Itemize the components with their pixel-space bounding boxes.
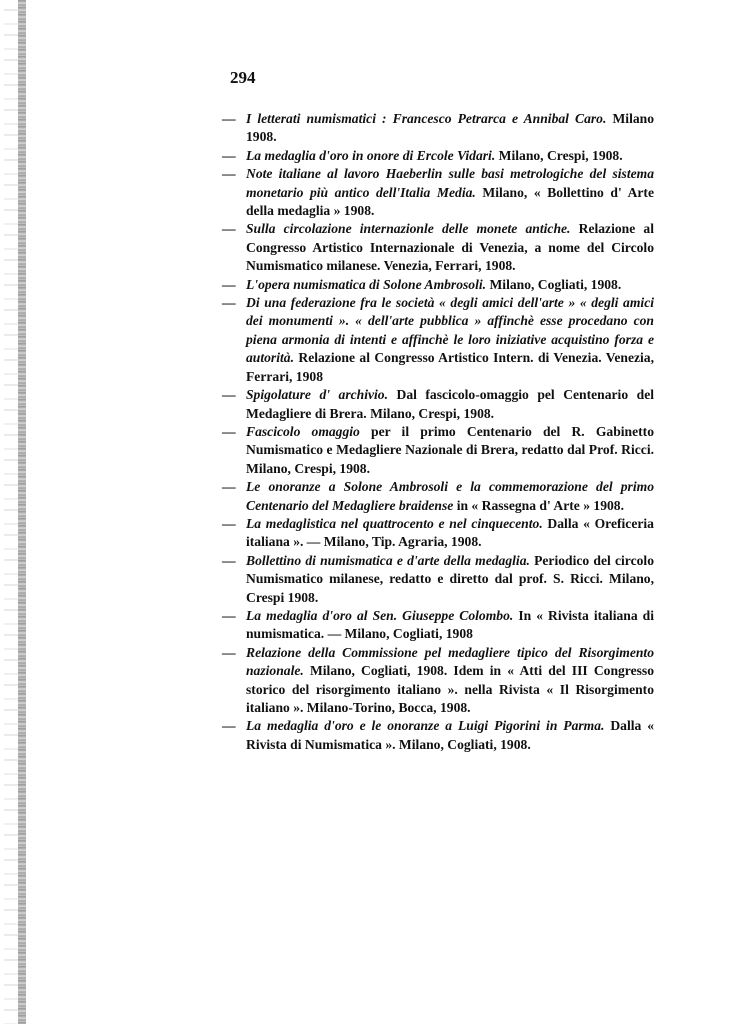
entry-title: I letterati numismatici : Francesco Petrarca e Annibal Caro.	[246, 111, 607, 126]
bibliography-entry	[222, 607, 654, 644]
bibliography-entry	[222, 276, 654, 294]
bibliography-entry	[222, 644, 654, 718]
entry-title: Fascicolo omaggio	[246, 423, 360, 439]
bibliography-entry	[222, 423, 654, 478]
entry-dash: —	[222, 166, 236, 182]
entry-dash: —	[222, 552, 236, 568]
entry-details: Relazione al Congresso Artistico Intern. di Venezia. Venezia, Ferrari, 1908	[246, 350, 654, 384]
entry-details: Milano, Cogliati, 1908.	[486, 276, 622, 292]
entry-title: Relazione della Commissione pel medagliere tipico del Risorgimento nazionale.	[246, 644, 654, 679]
entry-details: Milano 1908.	[246, 111, 655, 145]
bibliography-entry	[222, 478, 654, 515]
entry-details: Dalla « Oreficeria italiana ». — Milano, Tip. Agraria, 1908.	[246, 515, 654, 550]
entry-dash: —	[222, 221, 236, 237]
entry-title: La medaglia d'oro al Sen. Giuseppe Colombo.	[246, 607, 514, 623]
entry-title: Bollettino di numismatica e d'arte della medaglia.	[246, 552, 530, 568]
entry-title: La medaglia d'oro in onore di Ercole Vidari.	[246, 147, 496, 163]
entry-details: Dalla « Rivista di Numismatica ». Milano, Cogliati, 1908.	[246, 718, 654, 752]
entry-details: Relazione al Congresso Artistico Internazionale di Venezia, a nome del Circolo Numismatico milanese. Venezia, Ferrari, 1908.	[246, 221, 654, 274]
entry-title: La medaglistica nel quattrocento e nel cinquecento.	[246, 515, 543, 531]
entry-dash: —	[222, 718, 236, 734]
entry-title: Note italiane al lavoro Haeberlin sulle basi metrologiche del sistema monetario più antico dell'Italia Media.	[246, 166, 654, 200]
bibliography-entry	[222, 165, 654, 220]
bibliography-entry	[222, 717, 654, 754]
bibliography-list	[222, 110, 654, 754]
entry-details: Milano, Cogliati, 1908. Idem in « Atti del III Congresso storico del risorgimento italiano ». nella Rivista « Il Risorgimento italiano ». Milano-Torino, Bocca, 1908.	[246, 663, 654, 715]
entry-dash: —	[222, 479, 236, 495]
page-binding-speckle	[4, 0, 18, 1024]
entry-details: per il primo Centenario del R. Gabinetto Numismatico e Medagliere Nazionale di Brera, redatto dal Prof. Ricci. Milano, Crespi, 1908.	[246, 423, 654, 476]
entry-dash: —	[222, 147, 236, 163]
page-number: 294	[230, 68, 256, 87]
bibliography-entry	[222, 552, 654, 607]
entry-dash: —	[222, 276, 236, 292]
entry-details: Periodico del circolo Numismatico milanese, redatto e diretto dal prof. S. Ricci. Milano, Crespi 1908.	[246, 552, 654, 605]
entry-dash: —	[222, 515, 236, 531]
entry-details: in « Rassegna d' Arte » 1908.	[453, 497, 624, 513]
entry-dash: —	[222, 387, 236, 403]
bibliography-entry	[222, 220, 654, 275]
entry-title: La medaglia d'oro e le onoranze a Luigi Pigorini in Parma.	[246, 718, 605, 734]
entry-title: Spigolature d' archivio.	[246, 387, 388, 403]
entry-details: Milano, Crespi, 1908.	[495, 147, 623, 163]
entry-title: Sulla circolazione internazionle delle monete antiche.	[246, 221, 571, 237]
bibliography-entry	[222, 515, 654, 552]
bibliography-entry	[222, 147, 654, 165]
bibliography-entry	[222, 386, 654, 423]
entry-details: Milano, « Bollettino d' Arte della medaglia » 1908.	[246, 184, 654, 219]
entry-dash: —	[222, 607, 236, 623]
bibliography-entry	[222, 110, 654, 147]
entry-details: Dal fascicolo-omaggio pel Centenario del Medagliere di Brera. Milano, Crespi, 1908.	[246, 387, 655, 421]
entry-dash: —	[222, 111, 236, 126]
entry-dash: —	[222, 644, 236, 660]
entry-title: L'opera numismatica di Solone Ambrosoli.	[246, 276, 487, 292]
entry-dash: —	[222, 295, 236, 311]
bibliography-entry	[222, 294, 654, 386]
page-binding-edge	[18, 0, 26, 1024]
entry-details: In « Rivista italiana di numismatica. — Milano, Cogliati, 1908	[246, 607, 654, 642]
entry-title: Di una federazione fra le società « degli amici dell'arte » « degli amici dei monumenti ». « dell'arte pubblica » affinchè esse procedano con piena armonia di intenti e affinchè le loro iniziative acquistino forza e autorità.	[246, 295, 654, 366]
entry-title: Le onoranze a Solone Ambrosoli e la commemorazione del primo Centenario del Medagliere braidense	[246, 479, 654, 513]
entry-dash: —	[222, 423, 236, 439]
